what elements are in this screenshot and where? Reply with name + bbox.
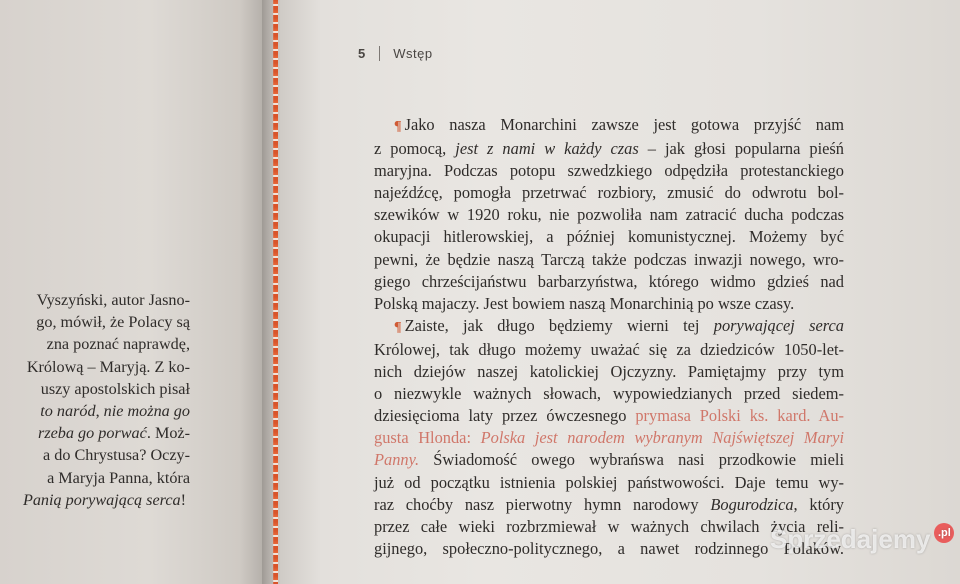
text-line bbox=[374, 405, 844, 427]
watermark-badge: .pl bbox=[934, 523, 954, 543]
text-line: Polską majaczy. Jest bowiem naszą Monarchinią po wsze czasy. bbox=[374, 293, 795, 313]
page-number: 5 bbox=[358, 46, 366, 61]
left-line: Vyszyński, autor Jasno- bbox=[36, 291, 190, 309]
quote-italic: Panny. bbox=[374, 450, 420, 470]
text-span: – jak głosi popularna pieśń bbox=[638, 139, 845, 159]
left-line bbox=[0, 489, 262, 511]
left-text-span: , bbox=[95, 402, 104, 421]
text-line bbox=[374, 427, 844, 449]
header-divider bbox=[379, 46, 380, 61]
watermark-logo bbox=[770, 524, 954, 555]
text-line: maryjna. Podczas potopu szwedzkiego odpędziła protestanckiego bbox=[374, 161, 844, 181]
italic-phrase: Bogurodzica bbox=[710, 494, 794, 514]
text-line bbox=[374, 315, 844, 339]
left-line: a Maryja Panna, która bbox=[47, 468, 190, 487]
left-line: a do Chrystusa? Oczy- bbox=[43, 446, 190, 465]
watermark-text: Sprzedajemy bbox=[770, 524, 931, 554]
text-line: szewików w 1920 roku, nie pozwoliła nam zatracić ducha podczas bbox=[374, 205, 844, 225]
text-line bbox=[374, 494, 844, 516]
text-line: pewni, że będzie naszą Tarczą także podczas inwazji nowego, wro- bbox=[374, 249, 844, 269]
text-line: Królowej, tak długo możemy uważać się za dziedziców 1050-let- bbox=[374, 339, 844, 359]
text-line: przez całe wieki rozbrzmiewał w ważnych chwilach życia reli- bbox=[374, 516, 844, 536]
left-text-span: ! bbox=[180, 490, 186, 509]
text-line: nich dziejów naszej katolickiej Ojczyzny. Pamiętajmy przy tym bbox=[374, 362, 844, 382]
page-header bbox=[358, 46, 433, 61]
text-span: z pomocą, bbox=[374, 139, 456, 159]
text-line bbox=[374, 114, 844, 138]
left-page-text bbox=[0, 289, 262, 511]
highlighted-phrase: prymasa Polski ks. kard. Au- bbox=[635, 406, 844, 426]
text-span: raz choćby nasz pierwotny hymn narodowy bbox=[374, 494, 711, 514]
left-italic: rzeba go porwać bbox=[38, 424, 147, 443]
text-span: Zaiste, jak długo będziemy wierni tej bbox=[404, 315, 714, 335]
left-line: go, mówił, że Polacy są bbox=[36, 313, 190, 332]
left-line: uszy apostolskich pisał bbox=[40, 379, 190, 398]
text-span: , który bbox=[793, 494, 845, 514]
left-italic: to naród bbox=[40, 402, 96, 421]
text-span: Świadomość owego wybrańswa nasi przodkowie mieli bbox=[419, 450, 844, 470]
text-line: już od początku istnienia polskiej państwowości. Daje temu wy- bbox=[374, 472, 844, 492]
text-line: okupacji hitlerowskiej, a później komunistycznej. Możemy być bbox=[374, 227, 844, 247]
chapter-title: Wstęp bbox=[393, 46, 433, 61]
left-italic: nie można go bbox=[103, 402, 190, 421]
text-line: giego chrześcijaństwu barbarzyństwa, którego widmo gdzieś nad bbox=[374, 271, 844, 291]
text-line: najeźdźcę, pomogła przetrwać rozbiory, zmusić do odwrotu bol- bbox=[374, 183, 844, 203]
pilcrow-icon: ¶ bbox=[394, 319, 402, 335]
text-line bbox=[374, 449, 844, 471]
left-page bbox=[0, 0, 272, 584]
body-text bbox=[374, 114, 844, 560]
text-line: o niezwykle ważnych słowach, wypowiedzianych przed siedem- bbox=[374, 384, 844, 404]
left-line bbox=[0, 400, 262, 422]
left-text-span: . Moż- bbox=[146, 424, 190, 443]
text-span: dziesięcioma laty przez ówczesnego bbox=[374, 406, 636, 426]
text-line bbox=[374, 138, 844, 160]
left-line: zna poznać naprawdę, bbox=[46, 335, 190, 354]
left-line: Królową – Maryją. Z ko- bbox=[26, 357, 190, 376]
italic-phrase: jest z nami w każdy czas bbox=[455, 139, 639, 159]
highlighted-phrase: gusta Hlonda: bbox=[374, 428, 481, 448]
text-line: gijnego, społeczno-politycznego, a nawet rodzinnego Polaków. bbox=[374, 538, 844, 558]
left-italic: Panią porywającą serca bbox=[22, 490, 181, 509]
italic-phrase: porywającej serca bbox=[713, 315, 844, 335]
quote-italic: Polska jest narodem wybranym Najświętszej Maryi bbox=[480, 428, 844, 448]
left-line bbox=[0, 422, 262, 444]
right-page bbox=[280, 0, 960, 584]
text-span: Jako nasza Monarchini zawsze jest gotowa przyjść nam bbox=[404, 115, 844, 134]
pilcrow-icon: ¶ bbox=[394, 119, 402, 134]
